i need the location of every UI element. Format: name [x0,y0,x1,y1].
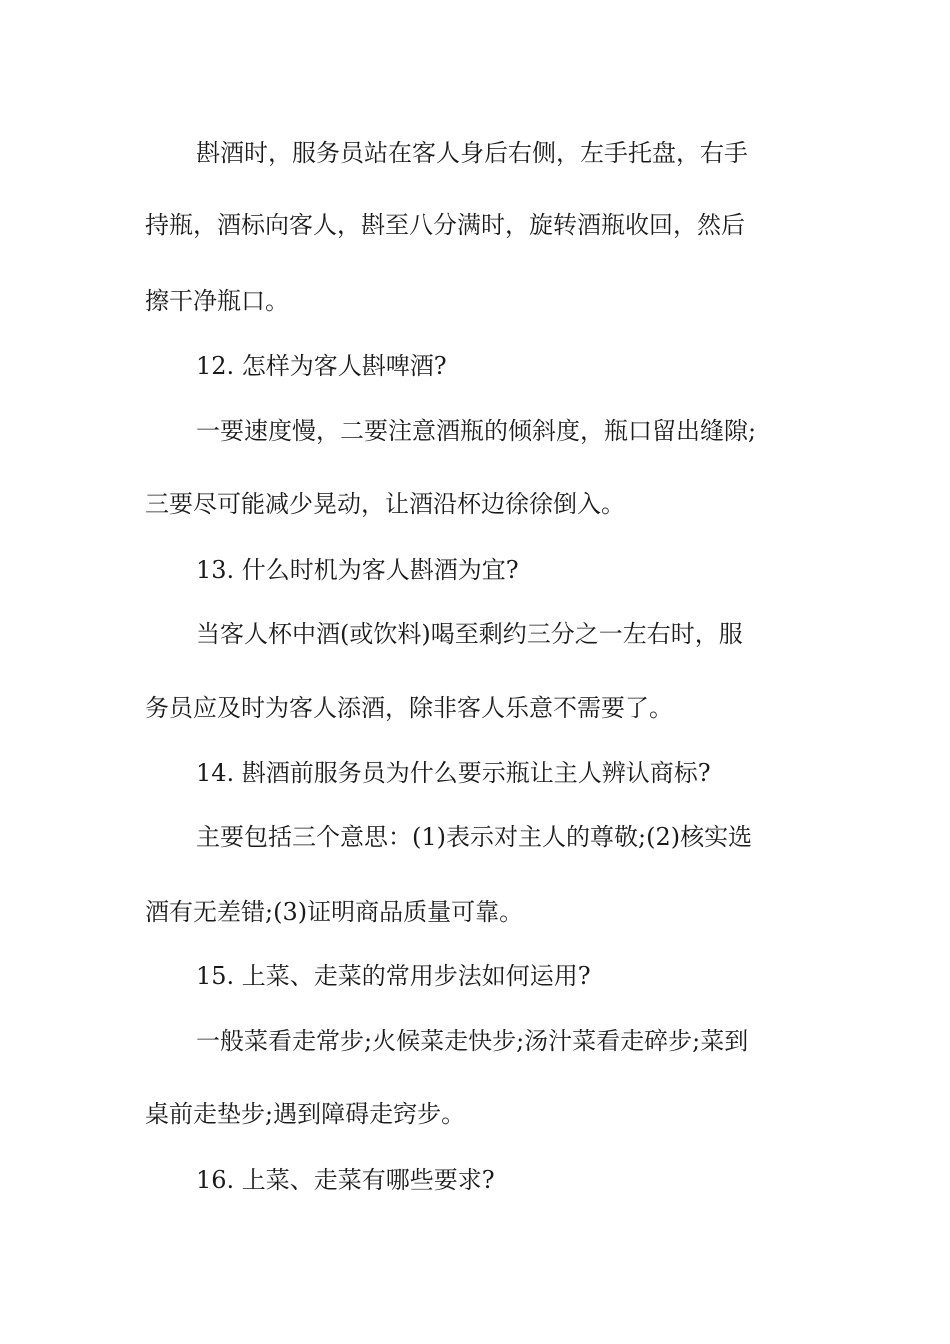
question-heading: 15. 上菜、走菜的常用步法如何运用? [196,962,591,990]
paragraph-line: 擦干净瓶口。 [145,287,289,315]
paragraph-line: 当客人杯中酒(或饮料)喝至剩约三分之一左右时，服 [196,620,743,648]
paragraph-line: 一要速度慢，二要注意酒瓶的倾斜度，瓶口留出缝隙; [196,417,757,445]
paragraph-line: 桌前走垫步;遇到障碍走窍步。 [145,1100,466,1128]
paragraph-line: 三要尽可能减少晃动，让酒沿杯边徐徐倒入。 [145,490,625,518]
question-heading: 13. 什么时机为客人斟酒为宜? [196,556,519,584]
paragraph-line: 一般菜看走常步;火候菜走快步;汤汁菜看走碎步;菜到 [196,1027,749,1055]
question-heading: 16. 上菜、走菜有哪些要求? [196,1166,495,1194]
paragraph-line: 斟酒时，服务员站在客人身后右侧，左手托盘，右手 [196,139,748,167]
paragraph-line: 酒有无差错;(3)证明商品质量可靠。 [145,898,524,926]
question-heading: 14. 斟酒前服务员为什么要示瓶让主人辨认商标? [196,759,711,787]
paragraph-line: 持瓶，酒标向客人，斟至八分满时，旋转酒瓶收回，然后 [145,211,745,239]
paragraph-line: 务员应及时为客人添酒，除非客人乐意不需要了。 [145,694,673,722]
paragraph-line: 主要包括三个意思：(1)表示对主人的尊敬;(2)核实选 [196,823,753,851]
question-heading: 12. 怎样为客人斟啤酒? [196,352,447,380]
